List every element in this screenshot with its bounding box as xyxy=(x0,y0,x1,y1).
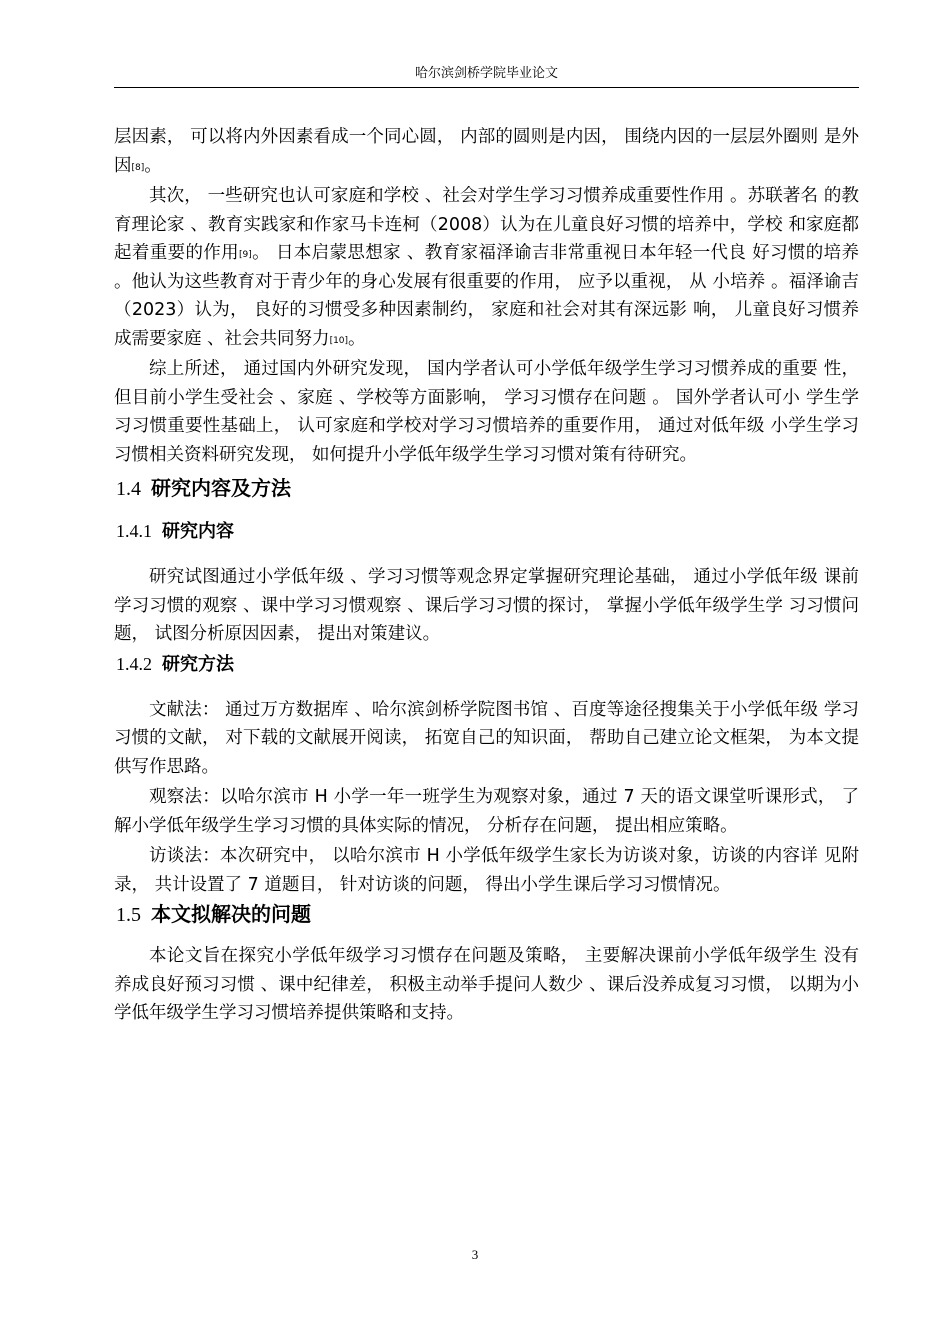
citation-8: [8] xyxy=(131,162,145,173)
heading-number: 1.4.1 xyxy=(116,521,152,541)
paragraph-problems-to-solve: 本论文旨在探究小学低年级学习习惯存在问题及策略， 主要解决课前小学低年级学生 没有养成良好预习习惯 、课中纪律差， 积极主动举手提问人数少 、课后没养成复习习惯， 以期为小学低年级学生学习习惯培养提供策略和支持。 xyxy=(114,946,859,1023)
paragraph-interview-method: 访谈法：本次研究中， 以哈尔滨市 H 小学低年级学生家长为访谈对象，访谈的内容详 见附录， 共计设置了 7 道题目， 针对访谈的问题， 得出小学生课后学习习惯情况。 xyxy=(114,846,859,895)
paragraph-inner-outer-factors xyxy=(114,123,859,180)
paragraph-literature-method: 文献法： 通过万方数据库 、哈尔滨剑桥学院图书馆 、百度等途径搜集关于小学低年级 学习习惯的文献， 对下载的文献展开阅读， 拓宽自己的知识面， 帮助自己建立论文框架， 为本文提供写作思路。 xyxy=(114,699,859,777)
heading-number: 1.5 xyxy=(116,904,141,926)
paragraph-research-content: 研究试图通过小学低年级 、学习习惯等观念界定掌握研究理论基础， 通过小学低年级 课前学习习惯的观察 、课中学习习惯观察 、课后学习习惯的探讨， 掌握小学低年级学生学 习习惯问题， 试图分析原因因素， 提出对策建议。 xyxy=(114,567,859,644)
heading-1-5 xyxy=(116,899,859,930)
citation-10: [10] xyxy=(329,335,349,346)
citation-9: [9] xyxy=(239,250,252,260)
heading-number: 1.4 xyxy=(116,478,141,500)
heading-1-4-2 xyxy=(116,649,859,680)
paragraph-end: 。 xyxy=(348,328,366,349)
paragraph-text: 。 日本启蒙思想家 、教育家福泽谕吉非常重视日本年轻一代良 好习惯的培养 。他认为这些教育对于青少年的身心发展有很重要的作用， 应予以重视， 从 小培养 。福泽谕吉（2023）认为， 良好的习惯受多种因素制约， 家庭和社会对其有深远影 响， 儿童良好习惯养成需要家庭 、社会共同努力 xyxy=(114,243,860,349)
running-header: 哈尔滨剑桥学院毕业论文 xyxy=(414,66,558,81)
paragraph-observation-method: 观察法：以哈尔滨市 H 小学一年一班学生为观察对象，通过 7 天的语文课堂听课形式， 了解小学低年级学生学习习惯的具体实际的情况， 分析存在问题， 提出相应策略。 xyxy=(114,787,859,836)
paragraph-end: 。 xyxy=(144,155,162,176)
header-rule xyxy=(114,87,859,88)
paragraph-text: 层因素， 可以将内外因素看成一个同心圆， 内部的圆则是内因， 围绕内因的一层层外圈则 是外因 xyxy=(114,127,859,176)
heading-title: 研究方法 xyxy=(162,653,234,675)
paragraph-text: 其次， 一些研究也认可家庭和学校 、社会对学生学习习惯养成重要性作用 。苏联著名 的教育理论家 、教育实践家和作家马卡连柯（2008）认为在儿童良好习惯的培养中，学校 和家庭都起着重要的作用 xyxy=(114,186,859,263)
heading-title: 研究内容及方法 xyxy=(151,476,291,500)
document-body xyxy=(114,123,859,1028)
paragraph-family-school xyxy=(114,182,859,353)
heading-number: 1.4.2 xyxy=(116,653,152,674)
heading-title: 本文拟解决的问题 xyxy=(151,902,311,926)
heading-1-4-1 xyxy=(116,516,859,547)
heading-1-4 xyxy=(116,473,859,504)
page-number: 3 xyxy=(471,1247,479,1262)
paragraph-summary: 综上所述， 通过国内外研究发现， 国内学者认可小学低年级学生学习习惯养成的重要 性， 但目前小学生受社会 、家庭 、学校等方面影响， 学习习惯存在问题 。 国外学者认可小 学生学习习惯重要性基础上， 认可家庭和学校对学习习惯培养的重要作用， 通过对低年级 小学生学习习惯相关资料研究发现， 如何提升小学低年级学生学习习惯对策有待研究。 xyxy=(114,359,859,465)
heading-title: 研究内容 xyxy=(162,521,234,542)
